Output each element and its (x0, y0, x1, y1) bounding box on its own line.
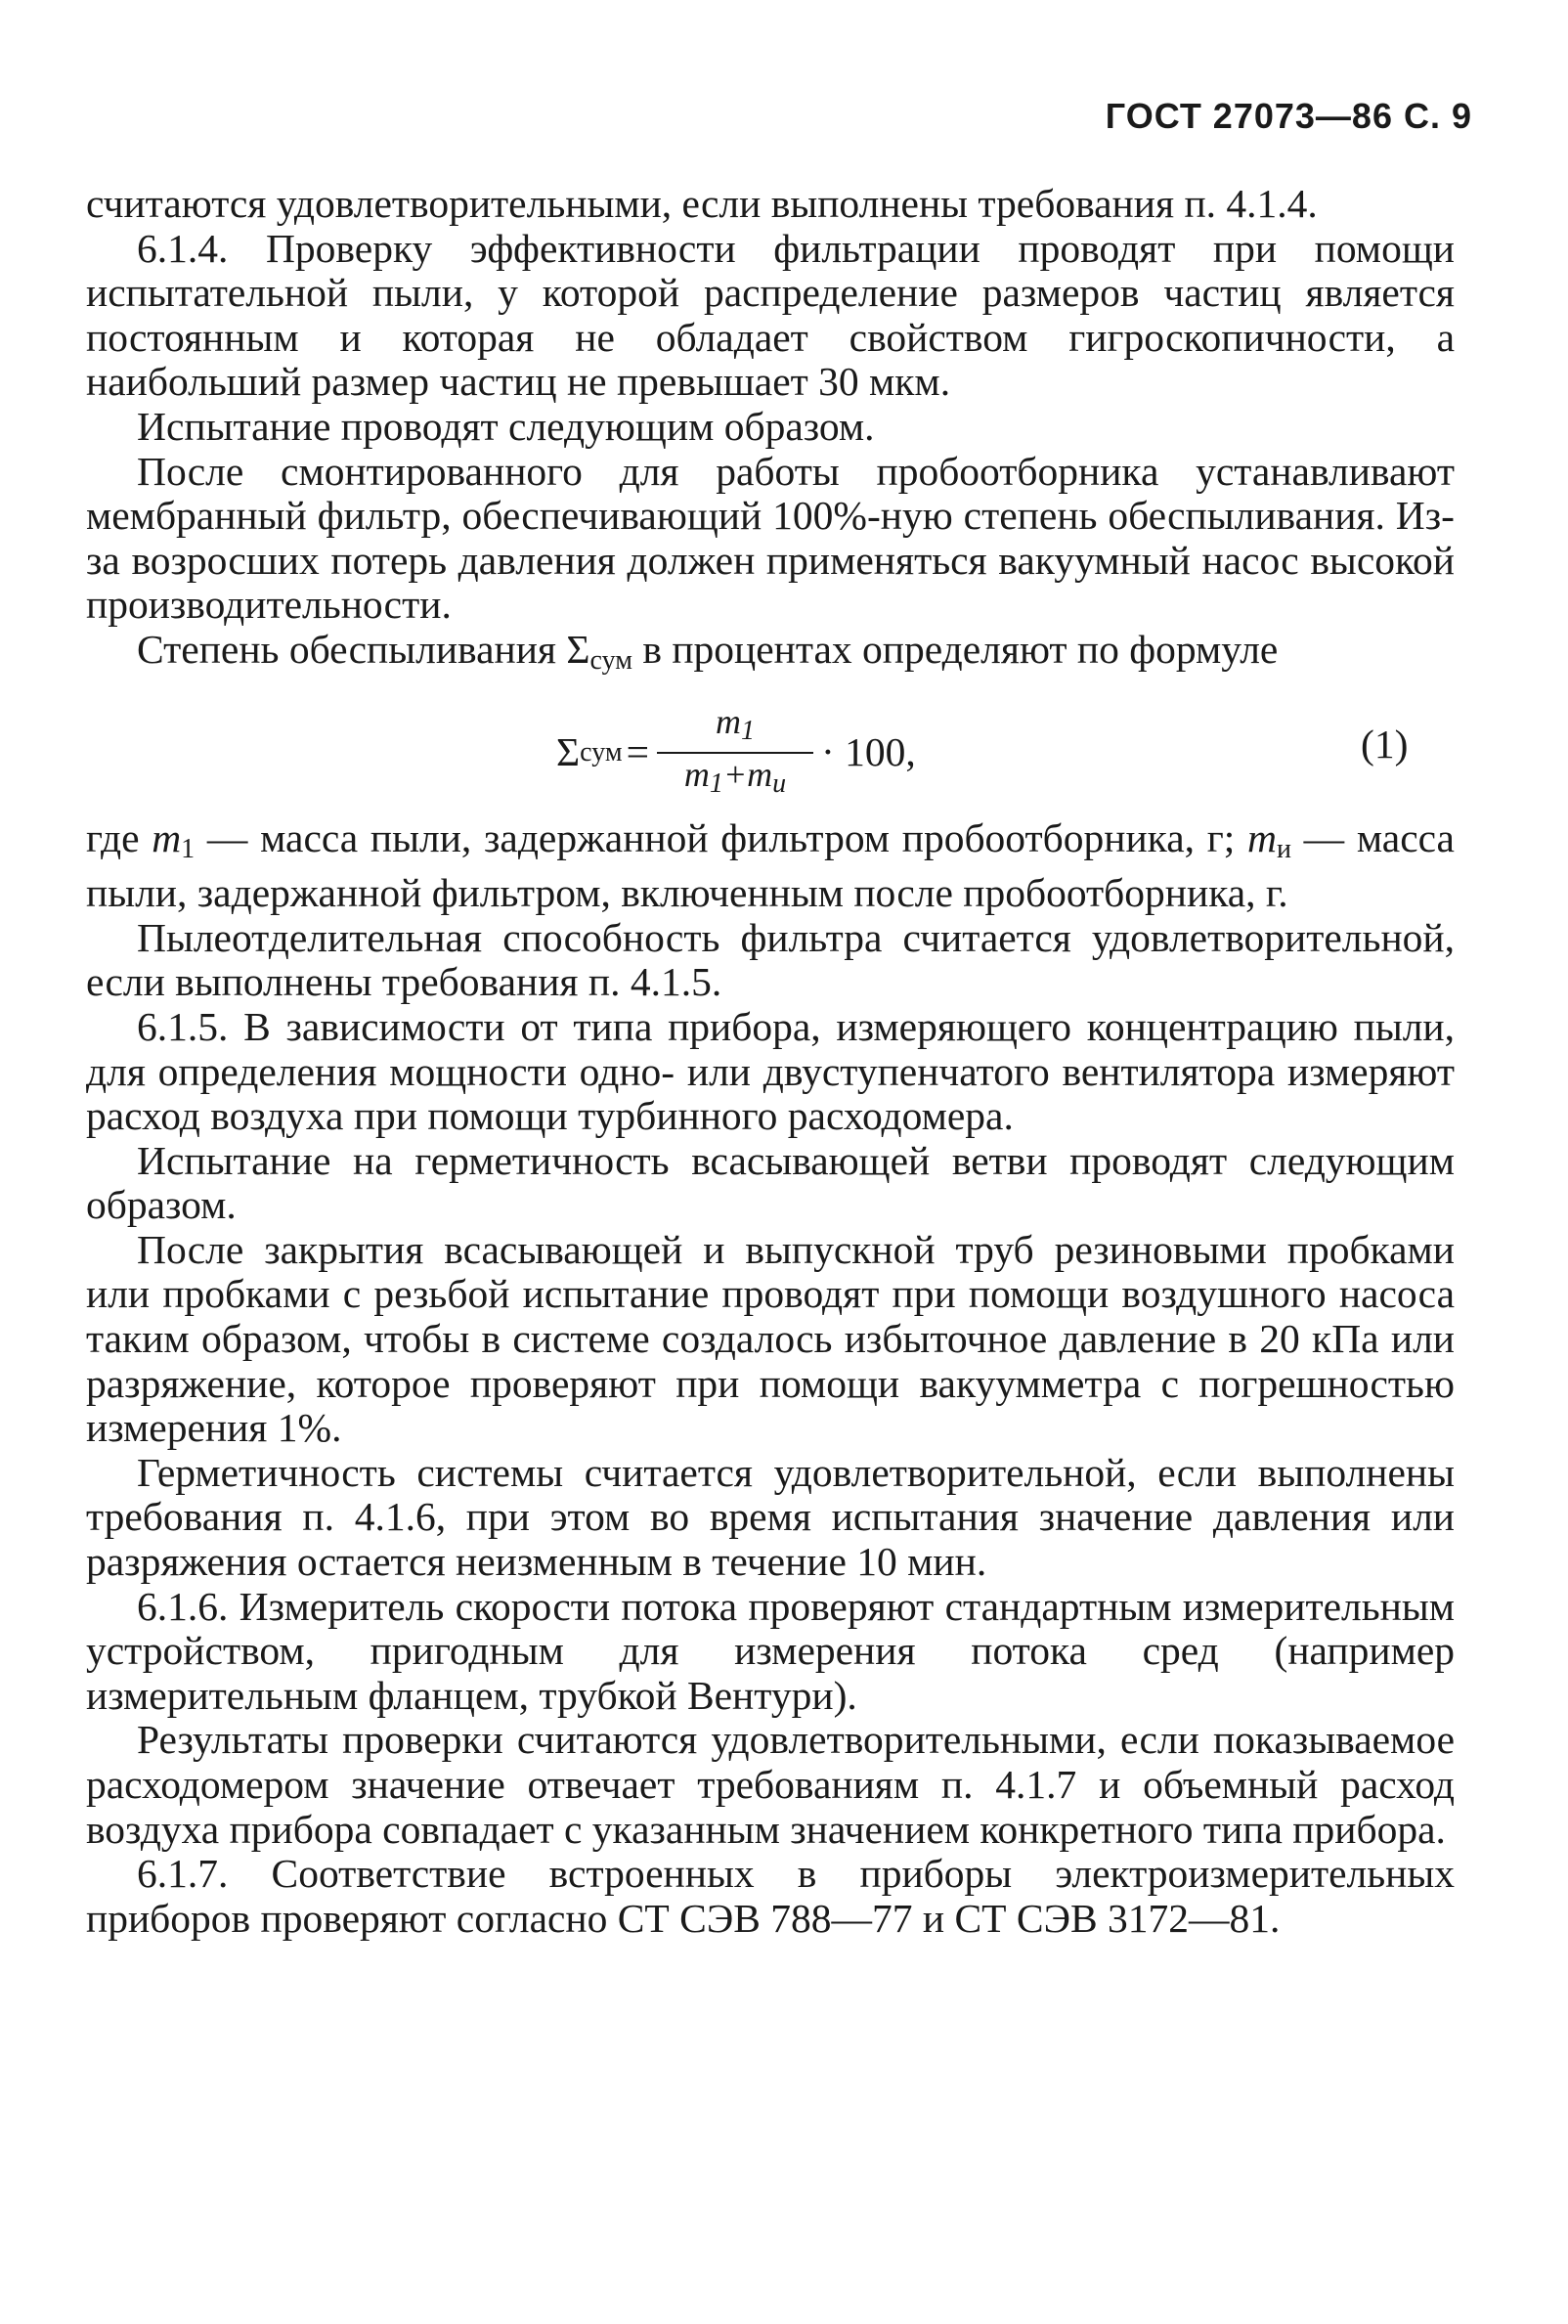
paragraph-tightness-result: Герметичность системы считается удовлетворительной, если выполнены требования п. 4.1.6, при этом во время испытания значение давления или разряжения остается неизменным в течение 10 мин. (86, 1449, 1455, 1585)
paragraph-test-procedure: Испытание проводят следующим образом. (137, 403, 875, 449)
paragraph-6-1-4: 6.1.4. Проверку эффективности фильтрации проводят при помощи испытательной пыли, у которой распределение размеров частиц является постоянным и которая не обладает свойством гигроскопичности, а наибольший размер частиц не превышает 30 мкм. (86, 225, 1455, 405)
var-m1: m (152, 814, 182, 860)
var-mi-sub: и (1276, 833, 1291, 864)
formula-lhs-subscript: сум (580, 736, 623, 767)
var-mi: m (1246, 814, 1277, 860)
paragraph-membrane-filter: После смонтированного для работы пробоотборника устанавливают мембранный фильтр, обеспечивающий 100%-ную степень обеспыливания. Из-за возросших потерь давления должен применяться вакуумный насос высокой производительности. (86, 448, 1455, 628)
running-head: ГОСТ 27073—86 С. 9 (1105, 96, 1472, 136)
formula-expression (556, 701, 916, 805)
formula-fraction (657, 701, 813, 805)
paragraph-6-1-7: 6.1.7. Соответствие встроенных в приборы электроизмерительных приборов проверяют согласно СТ СЭВ 788—77 и СТ СЭВ 3172—81. (86, 1851, 1455, 1941)
text-run: Степень обеспыливания (137, 626, 567, 672)
numerator-sub: 1 (740, 715, 755, 746)
paragraph-tightness-test: Испытание на герметичность всасывающей ветви проводят следующим образом. (86, 1137, 1455, 1228)
paragraph-check-results: Результаты проверки считаются удовлетворительными, если показываемое расходомером значение отвечает требованиям п. 4.1.7 и объемный расход воздуха прибора совпадает с указанным значением конкретного типа прибора. (86, 1717, 1455, 1852)
text-run: — масса пыли, задержанной фильтром, включенным после пробоотборника, г. (86, 814, 1455, 916)
formula-equals: = (626, 728, 649, 774)
formula-times-100: · 100, (820, 728, 916, 774)
formula-numerator (706, 701, 764, 752)
denominator-m1-sub: 1 (709, 767, 723, 799)
paragraph-6-1-6: 6.1.6. Измеритель скорости потока проверяют стандартным измерительным устройством, пригодным для измерения потока сред (например измерительным фланцем, трубкой Вентури). (86, 1583, 1455, 1718)
paragraph-dust-separation: Пылеотделительная способность фильтра считается удовлетворительной, если выполнены требования п. 4.1.5. (86, 914, 1455, 1005)
text-run: в процентах определяют по формуле (632, 626, 1279, 672)
denominator-mi: m (747, 754, 773, 794)
paragraph-dedusting-degree (86, 628, 1455, 683)
sigma-subscript: сум (589, 644, 632, 676)
numerator-m: m (715, 701, 741, 741)
paragraph-pipe-closing: После закрытия всасывающей и выпускной труб резиновыми пробками или пробками с резьбой испытание проводят при помощи воздушного насоса таким образом, чтобы в системе создалось избыточное давление в 20 кПа или разряжение, которое проверяют при помощи вакуумметра с погрешностью измерения 1%. (86, 1226, 1455, 1451)
text-run: — масса пыли, задержанной фильтром пробоотборника, г; (195, 814, 1247, 860)
var-m1-sub: 1 (181, 833, 196, 864)
paragraph-continuation: считаются удовлетворительными, если выполнены требования п. 4.1.4. (86, 181, 1318, 226)
text-run: где (86, 814, 152, 860)
paragraph-where-definitions (86, 816, 1455, 916)
equation-number: (1) (1361, 721, 1409, 767)
denominator-mi-sub: и (772, 767, 787, 799)
document-body (86, 182, 1455, 1941)
formula-lhs-sigma: Σ (556, 728, 581, 774)
denominator-m1: m (683, 754, 710, 794)
formula-1 (86, 687, 1455, 805)
denominator-plus: + (722, 754, 748, 794)
sigma-symbol: Σ (566, 626, 590, 672)
paragraph-6-1-5: 6.1.5. В зависимости от типа прибора, измеряющего концентрацию пыли, для определения мощности одно- или двуступенчатого вентилятора измеряют расход воздуха при помощи турбинного расходомера. (86, 1003, 1455, 1139)
formula-denominator (675, 754, 796, 805)
